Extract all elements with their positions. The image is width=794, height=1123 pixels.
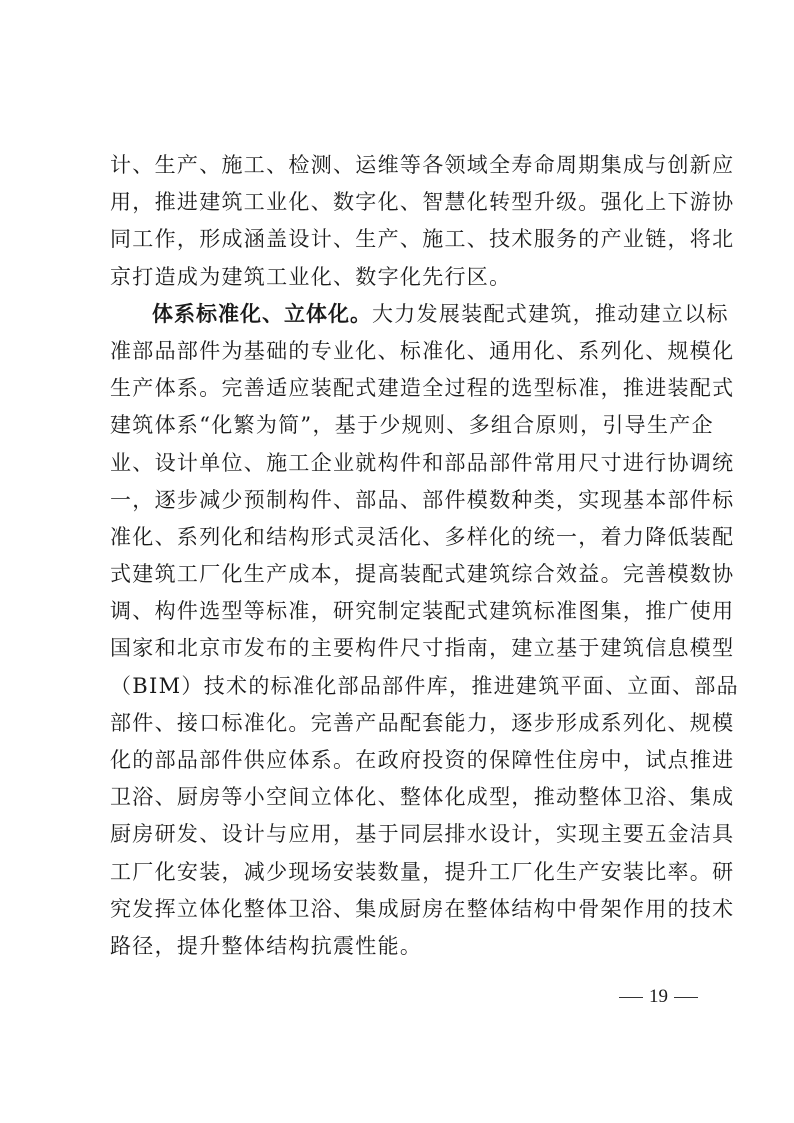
page-number: 19 [649, 986, 668, 1007]
text-line: 准部品部件为基础的专业化、标准化、通用化、系列化、规模化 [110, 338, 735, 363]
body-text [110, 147, 739, 965]
page-number-dash-left [619, 997, 643, 998]
text-line: （BIM）技术的标准化部品部件库，推进建筑平面、立面、部品 [110, 673, 739, 698]
text-line: 京打造成为建筑工业化、数字化先行区。 [110, 264, 512, 289]
text-line: 工厂化安装，减少现场安装数量，提升工厂化生产安装比率。研 [110, 859, 735, 884]
text-line: 厨房研发、设计与应用，基于同层排水设计，实现主要五金洁具 [110, 822, 735, 847]
paragraph-first-line-text: 大力发展装配式建筑，推动建立以标 [372, 301, 729, 326]
text-line: 业、设计单位、施工企业就构件和部品部件常用尺寸进行协调统 [110, 450, 735, 475]
text-line: 生产体系。完善适应装配式建造全过程的选型标准，推进装配式 [110, 376, 735, 401]
text-line: 调、构件选型等标准，研究制定装配式建筑标准图集，推广使用 [110, 599, 735, 624]
page-footer [619, 986, 698, 1008]
text-line: 一，逐步减少预制构件、部品、部件模数种类，实现基本部件标 [110, 487, 735, 512]
text-line: 究发挥立体化整体卫浴、集成厨房在整体结构中骨架作用的技术 [110, 896, 735, 921]
paragraph-lead-heading: 体系标准化、立体化。 [152, 301, 372, 326]
text-line: 准化、系列化和结构形式灵活化、多样化的统一，着力降低装配 [110, 524, 735, 549]
text-line: 卫浴、厨房等小空间立体化、整体化成型，推动整体卫浴、集成 [110, 785, 735, 810]
text-line-first [110, 296, 729, 333]
page-number-dash-right [674, 997, 698, 998]
text-line: 建筑体系“化繁为简”，基于少规则、多组合原则，引导生产企 [110, 413, 714, 438]
text-line: 式建筑工厂化生产成本，提高装配式建筑综合效益。完善模数协 [110, 562, 735, 587]
text-line: 计、生产、施工、检测、运维等各领域全寿命周期集成与创新应 [110, 153, 735, 177]
paragraph-2 [110, 296, 739, 965]
text-line: 路径，提升整体结构抗震性能。 [110, 933, 423, 958]
text-line: 用，推进建筑工业化、数字化、智慧化转型升级。强化上下游协 [110, 190, 735, 215]
text-line: 部件、接口标准化。完善产品配套能力，逐步形成系列化、规模 [110, 710, 735, 735]
text-line: 化的部品部件供应体系。在政府投资的保障性住房中，试点推进 [110, 748, 735, 772]
text-line: 同工作，形成涵盖设计、生产、施工、技术服务的产业链，将北 [110, 227, 735, 252]
text-line: 国家和北京市发布的主要构件尺寸指南，建立基于建筑信息模型 [110, 636, 735, 661]
paragraph-1 [110, 147, 735, 296]
